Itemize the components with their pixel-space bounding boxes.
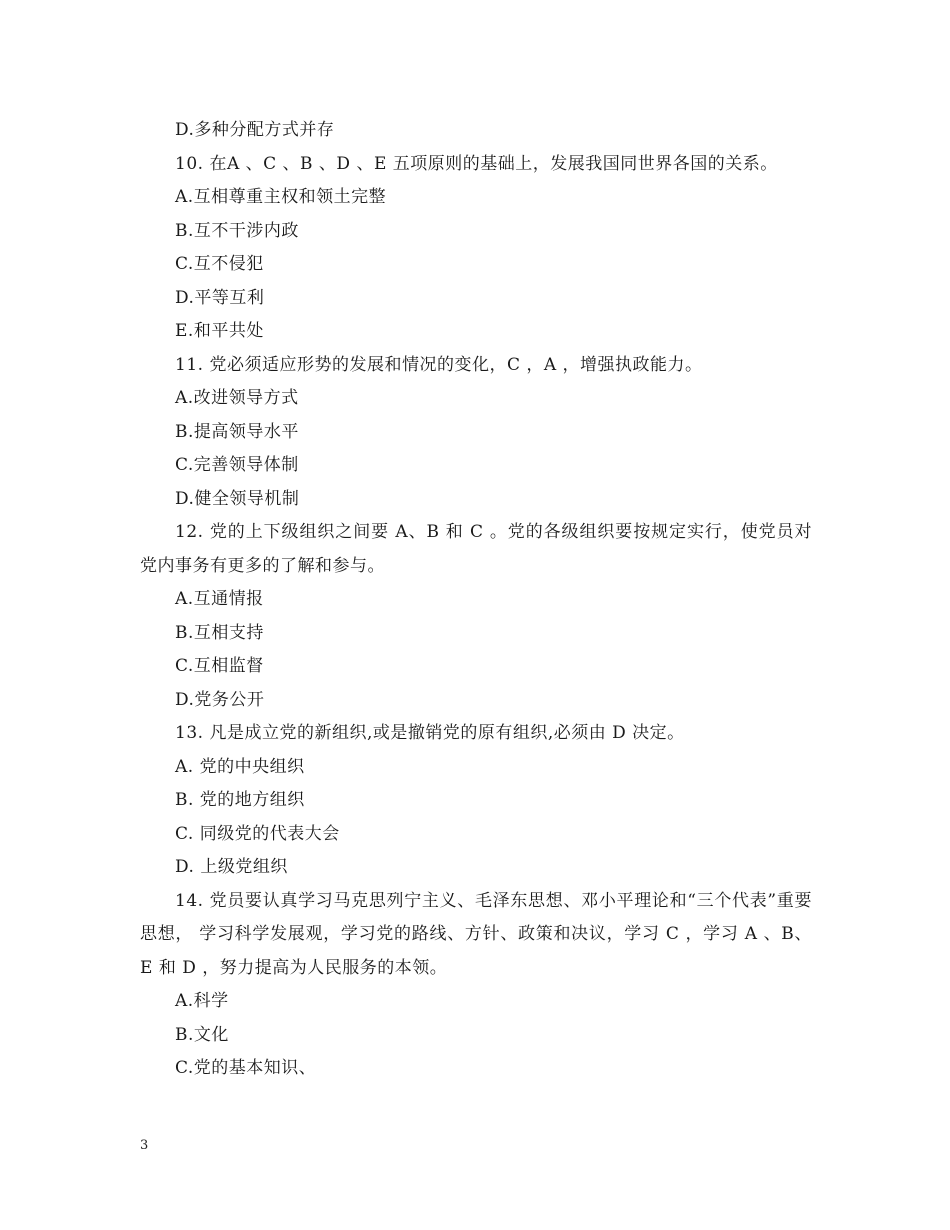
option-line: A.互通情报 [175,589,264,609]
option-line: D.健全领导机制 [175,488,300,509]
question-paragraph: 12. 党的上下级组织之间要 A、B 和 C 。党的各级组织要按规定实行，使党员对党内事务有更多的了解和参与。 [140,522,812,576]
option-line: D. 上级党组织 [175,857,288,877]
option-line: D.平等互利 [175,287,265,308]
document-body [140,114,812,1086]
question-paragraph: 14. 党员要认真学习马克思列宁主义、毛泽东思想、邓小平理论和“三个代表”重要思想， 学习科学发展观，学习党的路线、方针、政策和决议，学习 C ，学习 A 、B、 E 和 D ，努力提高为人民服务的本领。 [140,890,812,978]
option-line: A.科学 [175,991,229,1011]
option-line: B.提高领导水平 [175,421,299,442]
option-line: D.多种分配方式并存 [175,120,335,140]
question-line: 10. 在A 、C 、B 、D 、E 五项原则的基础上，发展我国同世界各国的关系。 [175,153,778,174]
option-line: A.改进领导方式 [175,388,299,408]
option-line: A.互相尊重主权和领土完整 [175,187,387,207]
option-line: C.互相监督 [175,656,264,676]
option-line: A. 党的中央组织 [175,756,305,777]
option-line: C. 同级党的代表大会 [175,823,340,844]
option-line: B.互相支持 [175,622,264,643]
option-line: B. 党的地方组织 [175,790,305,810]
option-line: C.党的基本知识、 [175,1058,317,1078]
question-line: 13. 凡是成立党的新组织,或是撤销党的原有组织,必须由 D 决定。 [175,723,685,743]
option-line: B.文化 [175,1024,229,1045]
option-line: C.完善领导体制 [175,455,299,475]
question-line: 11. 党必须适应形势的发展和情况的变化，C ，A ，增强执政能力。 [175,354,703,375]
option-line: D.党务公开 [175,689,265,710]
page-number: 3 [140,1138,149,1153]
option-line: B.互不干涉内政 [175,220,299,241]
option-line: C.互不侵犯 [175,254,264,274]
option-line: E.和平共处 [175,321,264,341]
